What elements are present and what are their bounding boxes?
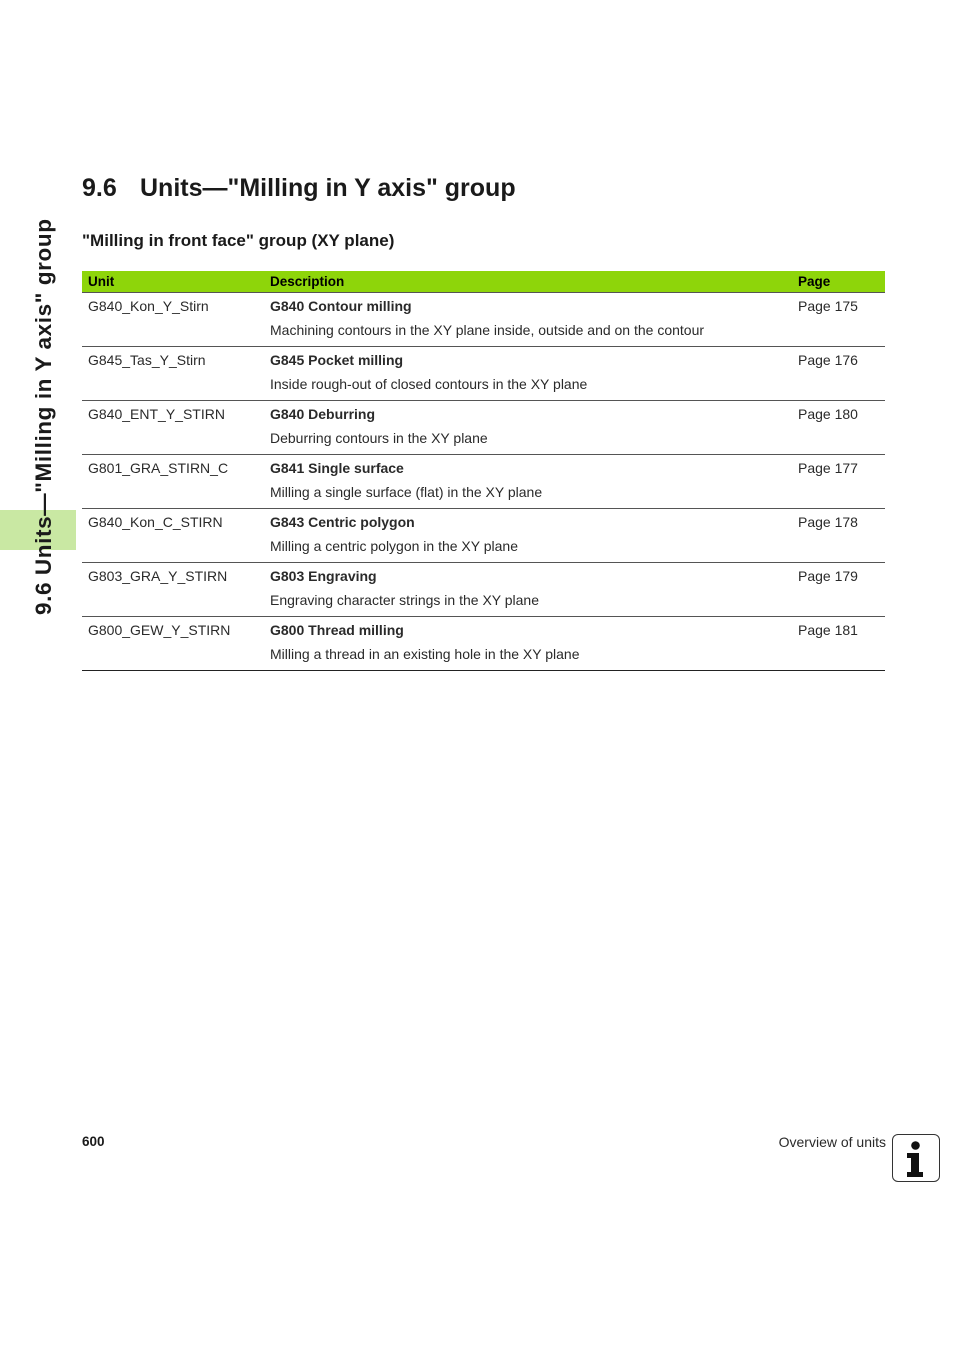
empty-cell — [82, 481, 264, 509]
table-row-detail — [82, 319, 885, 347]
empty-cell — [82, 535, 264, 563]
unit-title: G843 Centric polygon — [270, 514, 415, 530]
page-reference[interactable]: Page 180 — [798, 406, 858, 422]
page-reference[interactable]: Page 176 — [798, 352, 858, 368]
table-row — [82, 509, 885, 536]
table-row-detail — [82, 481, 885, 509]
empty-cell — [82, 643, 264, 671]
empty-cell — [792, 481, 885, 509]
unit-title: G841 Single surface — [270, 460, 404, 476]
empty-cell — [792, 319, 885, 347]
empty-cell — [792, 643, 885, 671]
table-row-detail — [82, 427, 885, 455]
unit-description: Milling a single surface (flat) in the XY plane — [264, 481, 792, 509]
section-number: 9.6 — [82, 174, 117, 202]
table-row-detail — [82, 535, 885, 563]
table-row — [82, 455, 885, 482]
page-reference[interactable]: Page 177 — [798, 460, 858, 476]
page-reference[interactable]: Page 181 — [798, 622, 858, 638]
info-glyph — [893, 1135, 938, 1180]
table-header-row — [82, 271, 885, 293]
sidebar-title: 9.6 Units—"Milling in Y axis" group — [31, 218, 56, 615]
section-title: Units—"Milling in Y axis" group — [140, 174, 516, 202]
unit-title: G800 Thread milling — [270, 622, 404, 638]
unit-name: G845_Tas_Y_Stirn — [88, 352, 206, 368]
empty-cell — [82, 373, 264, 401]
section-subtitle: "Milling in front face" group (XY plane) — [82, 231, 395, 250]
unit-name: G840_Kon_C_STIRN — [88, 514, 223, 530]
header-page: Page — [792, 271, 885, 293]
table-row — [82, 293, 885, 320]
empty-cell — [792, 427, 885, 455]
info-icon — [892, 1134, 940, 1182]
table-row — [82, 347, 885, 374]
table-row-detail — [82, 643, 885, 671]
footer-section-label: Overview of units — [778, 1134, 886, 1150]
units-table — [82, 271, 885, 671]
unit-name: G840_Kon_Y_Stirn — [88, 298, 209, 314]
unit-name: G840_ENT_Y_STIRN — [88, 406, 225, 422]
unit-title: G840 Contour milling — [270, 298, 412, 314]
page-reference[interactable]: Page 179 — [798, 568, 858, 584]
header-unit: Unit — [82, 271, 264, 293]
unit-description: Milling a thread in an existing hole in the XY plane — [264, 643, 792, 671]
table-row-detail — [82, 373, 885, 401]
unit-description: Milling a centric polygon in the XY plane — [264, 535, 792, 563]
unit-description: Machining contours in the XY plane inside, outside and on the contour — [264, 319, 792, 347]
header-description: Description — [264, 271, 792, 293]
empty-cell — [792, 535, 885, 563]
page-number: 600 — [82, 1134, 105, 1149]
empty-cell — [82, 427, 264, 455]
unit-description: Engraving character strings in the XY plane — [264, 589, 792, 617]
unit-description: Inside rough-out of closed contours in the XY plane — [264, 373, 792, 401]
page-reference[interactable]: Page 175 — [798, 298, 858, 314]
unit-description: Deburring contours in the XY plane — [264, 427, 792, 455]
table-row — [82, 401, 885, 428]
page-reference[interactable]: Page 178 — [798, 514, 858, 530]
unit-name: G800_GEW_Y_STIRN — [88, 622, 231, 638]
empty-cell — [82, 319, 264, 347]
empty-cell — [792, 373, 885, 401]
unit-title: G803 Engraving — [270, 568, 377, 584]
table-row — [82, 563, 885, 590]
section-heading — [82, 174, 516, 203]
unit-name: G801_GRA_STIRN_C — [88, 460, 229, 476]
unit-name: G803_GRA_Y_STIRN — [88, 568, 228, 584]
empty-cell — [792, 589, 885, 617]
table-row-detail — [82, 589, 885, 617]
empty-cell — [82, 589, 264, 617]
unit-title: G845 Pocket milling — [270, 352, 404, 368]
table-row — [82, 617, 885, 644]
unit-title: G840 Deburring — [270, 406, 376, 422]
